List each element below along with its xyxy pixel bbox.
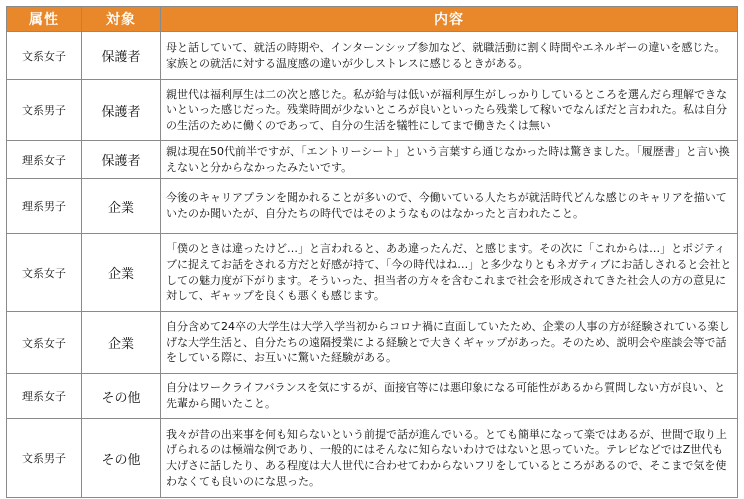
table-row (7, 234, 738, 312)
table-row (7, 312, 738, 374)
table-row (7, 80, 738, 141)
table-row (7, 32, 738, 80)
survey-table (6, 6, 738, 498)
attr-cell: 文系男子 (7, 419, 82, 498)
header-content: 内容 (161, 7, 738, 32)
table-row (7, 419, 738, 498)
target-cell: 保護者 (82, 80, 161, 141)
content-cell: 親世代は福利厚生は二の次と感じた。私が給与は低いが福利厚生がしっかりしているところを選んだら理解できないといった感じだった。残業時間が少ないところが良いといったら残業して稼いでなんぼだと言われた。私は自分の生活のために働くのであって、自分の生活を犠牲にしてまで働きたくは無い (161, 80, 738, 141)
header-row (7, 7, 738, 32)
attr-cell: 文系男子 (7, 80, 82, 141)
content-cell: 今後のキャリアプランを聞かれることが多いので、今働いている人たちが就活時代どんな感じのキャリアを描いていたのか聞いたが、自分たちの時代ではそのようなものはなかったと言われたこと。 (161, 179, 738, 234)
content-cell: 我々が昔の出来事を何も知らないという前提で話が進んでいる。とても簡単になって楽ではあるが、世間で取り上げられるのは極端な例であり、一般的にはそんなに知らないわけではないと思っていた。テレビなどではZ世代も大げさに話したり、ある程度は大人世代に合わせてわからないフリをしているところがあるので、そこまで気を使わなくても良いのにな思った。 (161, 419, 738, 498)
content-cell: 母と話していて、就活の時期や、インターンシップ参加など、就職活動に割く時間やエネルギーの違いを感じた。家族との就活に対する温度感の違いが少しストレスに感じるときがある。 (161, 32, 738, 80)
attr-cell: 理系女子 (7, 374, 82, 419)
content-cell: 自分はワークライフバランスを気にするが、面接官等には悪印象になる可能性があるから質問しない方が良い、と先輩から聞いたこと。 (161, 374, 738, 419)
target-cell: 企業 (82, 234, 161, 312)
attr-cell: 理系男子 (7, 179, 82, 234)
content-cell: 親は現在50代前半ですが、「エントリーシート」という言葉すら通じなかった時は驚きました。「履歴書」と言い換えないと分からなかったみたいです。 (161, 141, 738, 179)
attr-cell: 文系女子 (7, 234, 82, 312)
target-cell: その他 (82, 374, 161, 419)
target-cell: 保護者 (82, 141, 161, 179)
content-cell: 「僕のときは違ったけど…」と言われると、ああ違ったんだ、と感じます。その次に「これからは…」とポジティブに捉えてお話をされる方だと好感が持て、「今の時代はね…」と多少なりともネガティブにお話しされると会社としての魅力度が下がります。そういった、担当者の方々を含むこれまで社会を形成されてきた社会人の方の意見に対して、ギャップを良くも悪くも感じます。 (161, 234, 738, 312)
header-attr: 属性 (7, 7, 82, 32)
target-cell: 企業 (82, 179, 161, 234)
content-cell: 自分含めて24卒の大学生は大学入学当初からコロナ禍に直面していたため、企業の人事の方が経験されている楽しげな大学生活と、自分たちの遠隔授業による経験とで大きくギャップがあった。そのため、説明会や座談会等で話をしている際に、お互いに驚いた経験がある。 (161, 312, 738, 374)
target-cell: 保護者 (82, 32, 161, 80)
table-row (7, 141, 738, 179)
attr-cell: 理系女子 (7, 141, 82, 179)
attr-cell: 文系女子 (7, 312, 82, 374)
table-row (7, 179, 738, 234)
attr-cell: 文系女子 (7, 32, 82, 80)
target-cell: その他 (82, 419, 161, 498)
header-target: 対象 (82, 7, 161, 32)
table-row (7, 374, 738, 419)
target-cell: 企業 (82, 312, 161, 374)
